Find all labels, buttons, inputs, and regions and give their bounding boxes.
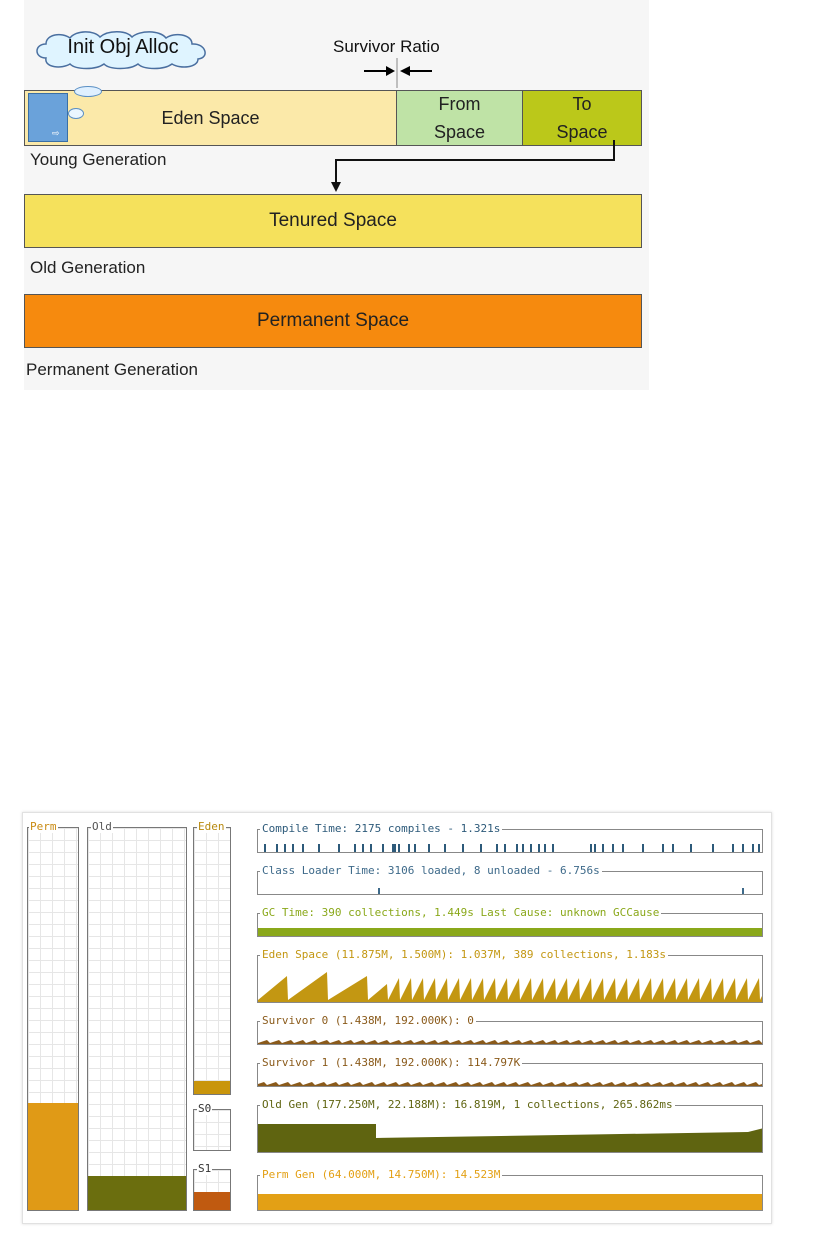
young-generation-label: Young Generation [30, 150, 167, 169]
plot-mark [602, 844, 604, 852]
s0-space-title: S0 [198, 1102, 212, 1115]
class-loader-time-plot [258, 882, 762, 894]
plot-mark [338, 844, 340, 852]
old-gen-plot [258, 1116, 762, 1152]
perm-space-column [27, 827, 79, 1211]
plot-mark [258, 928, 762, 936]
survivor-0-graph [257, 1014, 763, 1045]
s1-space-title: S1 [198, 1162, 212, 1175]
compile-time-title: Compile Time: 2175 compiles - 1.321s [262, 822, 501, 835]
plot-mark [258, 1124, 762, 1152]
plot-mark [622, 844, 624, 852]
perm-gen-plot [258, 1188, 762, 1210]
plot-mark [408, 844, 410, 852]
plot-mark [480, 844, 482, 852]
heap-generations-diagram [24, 0, 649, 390]
plot-mark [712, 844, 714, 852]
to-space-label-2: Space [556, 122, 608, 142]
plot-mark [590, 844, 592, 852]
from-space-label-2: Space [433, 122, 486, 142]
eden-space-fill [194, 1081, 230, 1094]
survivor-1-graph [257, 1056, 763, 1087]
s1-space-fill [194, 1192, 230, 1210]
eden-space-label: Eden Space [161, 107, 260, 128]
plot-mark [382, 844, 384, 852]
eden-space-graph [257, 948, 763, 1003]
plot-mark [354, 844, 356, 852]
object-box-icon [28, 93, 68, 142]
tenured-space-bar [24, 194, 642, 248]
perm-space-title: Perm [30, 820, 57, 833]
plot-mark [258, 1040, 762, 1044]
gc-time-graph [257, 906, 763, 937]
class-loader-time-graph [257, 864, 763, 895]
plot-mark [752, 844, 754, 852]
perm-gen-title: Perm Gen (64.000M, 14.750M): 14.523M [262, 1168, 501, 1181]
permanent-space-bar [24, 294, 642, 348]
bubble-icon [68, 108, 84, 119]
plot-mark [370, 844, 372, 852]
plot-mark [284, 844, 286, 852]
plot-mark [530, 844, 532, 852]
perm-space-fill [28, 1103, 78, 1210]
plot-mark [496, 844, 498, 852]
s0-space-column [193, 1109, 231, 1151]
compile-time-graph [257, 822, 763, 853]
init-obj-alloc-label: Init Obj Alloc [67, 36, 179, 58]
eden-space-column [193, 827, 231, 1095]
survivor-0-plot [258, 1032, 762, 1044]
plot-mark [504, 844, 506, 852]
old-gen-graph [257, 1098, 763, 1153]
eden-space-plot [258, 966, 762, 1002]
to-space-bar [523, 90, 642, 146]
plot-mark [552, 844, 554, 852]
plot-mark [462, 844, 464, 852]
to-space-label-1: To [572, 94, 592, 114]
plot-mark [544, 844, 546, 852]
perm-gen-graph [257, 1168, 763, 1211]
plot-mark [258, 1082, 762, 1086]
plot-mark [394, 844, 396, 852]
plot-mark [742, 888, 744, 894]
visualgc-panel [22, 812, 772, 1224]
compile-time-plot [258, 840, 762, 852]
plot-mark [594, 844, 596, 852]
plot-mark [522, 844, 524, 852]
plot-mark [758, 844, 760, 852]
plot-mark [258, 972, 762, 1002]
object-mark-icon: ⇨ [52, 128, 60, 138]
permanent-space-label: Permanent Space [256, 310, 410, 331]
plot-mark [318, 844, 320, 852]
plot-mark [642, 844, 644, 852]
plot-mark [538, 844, 540, 852]
old-space-column [87, 827, 187, 1211]
from-space-bar [397, 90, 523, 146]
bubble-icon [74, 86, 102, 97]
eden-space-graph-title: Eden Space (11.875M, 1.500M): 1.037M, 389 collections, 1.183s [262, 948, 666, 961]
gc-time-title: GC Time: 390 collections, 1.449s Last Cause: unknown GCCause [262, 906, 660, 919]
plot-mark [378, 888, 380, 894]
class-loader-time-title: Class Loader Time: 3106 loaded, 8 unloaded - 6.756s [262, 864, 600, 877]
survivor-1-plot [258, 1074, 762, 1086]
from-space-label-1: From [438, 94, 481, 114]
tenured-space-label: Tenured Space [269, 210, 397, 231]
s1-space-column [193, 1169, 231, 1211]
plot-mark [444, 844, 446, 852]
eden-space-title: Eden [198, 820, 225, 833]
plot-mark [662, 844, 664, 852]
plot-mark [742, 844, 744, 852]
plot-mark [302, 844, 304, 852]
survivor-ratio-arrows [364, 58, 464, 88]
survivor-0-title: Survivor 0 (1.438M, 192.000K): 0 [262, 1014, 474, 1027]
plot-mark [276, 844, 278, 852]
old-gen-title: Old Gen (177.250M, 22.188M): 16.819M, 1 collections, 265.862ms [262, 1098, 673, 1111]
plot-mark [672, 844, 674, 852]
plot-mark [398, 844, 400, 852]
old-space-fill [88, 1176, 186, 1210]
plot-mark [732, 844, 734, 852]
survivor-1-title: Survivor 1 (1.438M, 192.000K): 114.797K [262, 1056, 521, 1069]
plot-mark [690, 844, 692, 852]
survivor-ratio-label: Survivor Ratio [333, 37, 440, 56]
plot-mark [428, 844, 430, 852]
permanent-generation-label: Permanent Generation [26, 360, 198, 379]
plot-mark [258, 1194, 762, 1210]
plot-mark [612, 844, 614, 852]
plot-mark [392, 844, 394, 852]
old-generation-label: Old Generation [30, 258, 146, 277]
plot-mark [516, 844, 518, 852]
plot-mark [264, 844, 266, 852]
plot-mark [362, 844, 364, 852]
old-space-title: Old [92, 820, 112, 833]
plot-mark [292, 844, 294, 852]
gc-time-plot [258, 924, 762, 936]
plot-mark [414, 844, 416, 852]
